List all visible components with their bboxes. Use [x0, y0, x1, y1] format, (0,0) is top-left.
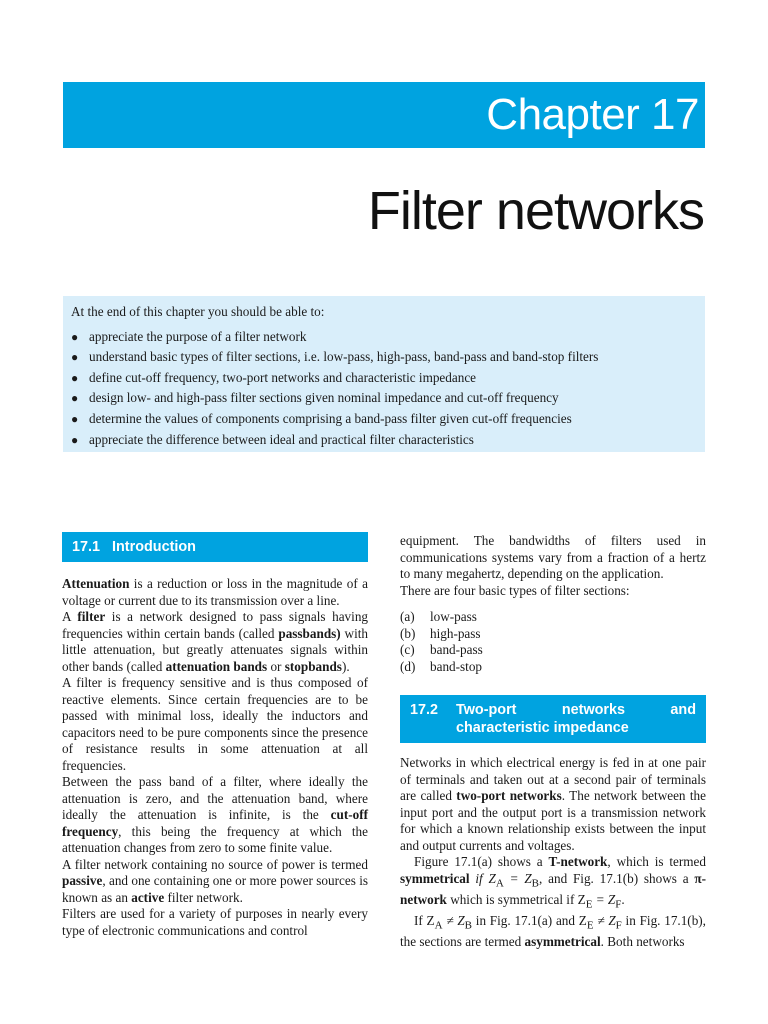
bullet-icon: ● — [71, 391, 79, 406]
list-label: (a) — [400, 609, 415, 624]
text: . The network between the input port and the output port is a transmission network for which a known relationship exists between the input and output currents and voltages. — [400, 788, 706, 853]
term-stopbands: stopbands — [284, 658, 342, 674]
bullet-icon: ● — [71, 411, 79, 426]
math-sub: F — [615, 898, 622, 911]
section-heading-two-port — [400, 695, 706, 743]
objective-text: design low- and high-pass filter sections given nominal impedance and cut-off frequency — [89, 390, 559, 406]
list-text: low-pass — [430, 609, 477, 624]
list-text: high-pass — [430, 625, 481, 641]
math: = Z — [592, 891, 616, 907]
paragraph-filter — [62, 609, 368, 675]
term-active: active — [131, 889, 165, 905]
objective-text: appreciate the purpose of a filter network — [89, 328, 307, 344]
text: A filter network containing no source of power is termed — [62, 856, 368, 872]
paragraph-four-types: There are four basic types of filter sections: — [400, 582, 630, 598]
math: ≠ Z — [593, 912, 616, 928]
bullet-icon: ● — [71, 329, 79, 344]
paragraph-asymmetrical — [400, 913, 706, 951]
text: filter network. — [164, 889, 243, 905]
text: , which is termed — [607, 854, 706, 869]
list-text: band-stop — [430, 658, 483, 674]
section-title: Two-port networks and characteristic impedance — [456, 702, 696, 736]
objective-text: understand basic types of filter sections, i.e. low-pass, high-pass, band-pass and band-stop filters — [89, 349, 599, 365]
list-item — [400, 642, 706, 659]
text: Between the pass band of a filter, where ideally the attenuation is zero, and the attenuation band, where ideally the attenuation is infinite, is the — [62, 774, 368, 822]
chapter-banner — [63, 82, 705, 148]
list-text: band-pass — [430, 642, 483, 657]
text: is a network designed to pass signals having frequencies within certain bands (called — [62, 609, 369, 641]
math-sub: A — [495, 877, 504, 890]
bullet-icon: ● — [71, 370, 79, 385]
term-asymmetrical: asymmetrical — [524, 933, 601, 949]
text: which is symmetrical if Z — [446, 891, 586, 907]
objective-item — [71, 409, 697, 430]
text: in Fig. 17.1(b), the sections are termed — [400, 912, 706, 949]
text: , this being the frequency at which the attenuation changes from zero to some finite value. — [62, 823, 368, 855]
list-label: (d) — [400, 658, 416, 674]
paragraph-cutoff — [62, 774, 368, 857]
term-filter: filter — [77, 609, 106, 624]
term-cutoff-frequency: cut-off frequency — [62, 807, 368, 839]
paragraph-frequency-sensitive: A filter is frequency sensitive and is thus composed of reactive elements. Since certain frequencies are to be passed with minimal loss, ideally the inductors and capacitors need to be pure components since the presence of resistance results in some attenuation at all frequencies. — [62, 675, 368, 773]
term-attenuation-bands: attenuation bands — [165, 658, 268, 674]
list-item — [400, 659, 706, 676]
text: in Fig. 17.1(a) and Z — [472, 912, 587, 928]
right-column — [400, 533, 706, 950]
term-attenuation: Attenuation — [62, 576, 130, 591]
text: Figure 17.1(a) shows a — [414, 854, 549, 869]
objective-item — [71, 368, 697, 389]
objective-item — [71, 388, 697, 409]
term-pi-network: π-network — [400, 870, 706, 907]
term-t-network: T-network — [548, 854, 608, 869]
paragraph-t-network — [400, 854, 706, 913]
objective-item — [71, 327, 697, 348]
objective-text: define cut-off frequency, two-port networks and characteristic impedance — [89, 369, 477, 385]
objective-item — [71, 430, 697, 451]
paragraph-attenuation — [62, 576, 368, 609]
learning-objectives-box — [63, 296, 705, 452]
left-column — [62, 532, 368, 939]
text: , and one containing one or more power sources is known as an — [62, 873, 368, 905]
math-sub: A — [434, 919, 443, 932]
list-label: (c) — [400, 642, 415, 657]
math-sub: F — [615, 919, 622, 932]
objectives-list — [71, 327, 697, 451]
bullet-icon: ● — [71, 432, 79, 447]
term-passive: passive — [62, 873, 103, 888]
objective-item — [71, 347, 697, 368]
paragraph-bandwidths: equipment. The bandwidths of filters used in communications systems vary from a fraction of a hertz to many megahertz, depending on the application. — [400, 533, 706, 581]
list-item — [400, 626, 706, 643]
text: ). — [341, 658, 350, 674]
term-two-port-networks: two-port networks — [456, 788, 562, 803]
section-number: 17.2 — [410, 702, 439, 718]
section-heading-introduction — [62, 532, 368, 562]
text: . Both networks — [600, 933, 685, 949]
objective-text: appreciate the difference between ideal and practical filter characteristics — [89, 431, 474, 447]
list-label: (b) — [400, 625, 416, 641]
bullet-icon: ● — [71, 350, 79, 365]
paragraph-passive-active — [62, 857, 368, 907]
filter-types-list — [400, 609, 706, 675]
text: , and Fig. 17.1(b) shows a — [539, 870, 695, 886]
list-item — [400, 609, 706, 626]
term-passbands: passbands) — [278, 625, 341, 641]
chapter-label: Chapter 17 — [486, 90, 699, 139]
math: ≠ Z — [442, 912, 465, 928]
math-sub: B — [531, 877, 540, 890]
math-sub: E — [586, 919, 594, 932]
chapter-title: Filter networks — [367, 181, 704, 241]
text: If Z — [414, 912, 435, 928]
math-sub: B — [464, 919, 473, 932]
text: is a reduction or loss in the magnitude of a voltage or current due to its transmission over a line. — [62, 576, 368, 608]
text: or — [267, 658, 285, 674]
paragraph-two-port — [400, 755, 706, 854]
math: if Z — [469, 870, 496, 886]
section-number: 17.1 — [72, 539, 101, 555]
objective-text: determine the values of components comprising a band-pass filter given cut-off frequencies — [89, 410, 572, 426]
math-sub: E — [585, 898, 593, 911]
section-title: Introduction — [112, 539, 196, 555]
math: = Z — [503, 870, 532, 886]
text: Networks in which electrical energy is fed in at one pair of terminals and taken out at a second pair of terminals are called — [400, 755, 706, 803]
text: . — [621, 891, 625, 907]
paragraph-uses: Filters are used for a variety of purposes in nearly every type of electronic communications and control — [62, 906, 368, 938]
text: with little attenuation, but greatly attenuates signals within other bands (called — [62, 625, 368, 674]
objectives-lead: At the end of this chapter you should be able to: — [71, 304, 325, 319]
text: A — [62, 609, 78, 624]
term-symmetrical: symmetrical — [400, 870, 470, 886]
